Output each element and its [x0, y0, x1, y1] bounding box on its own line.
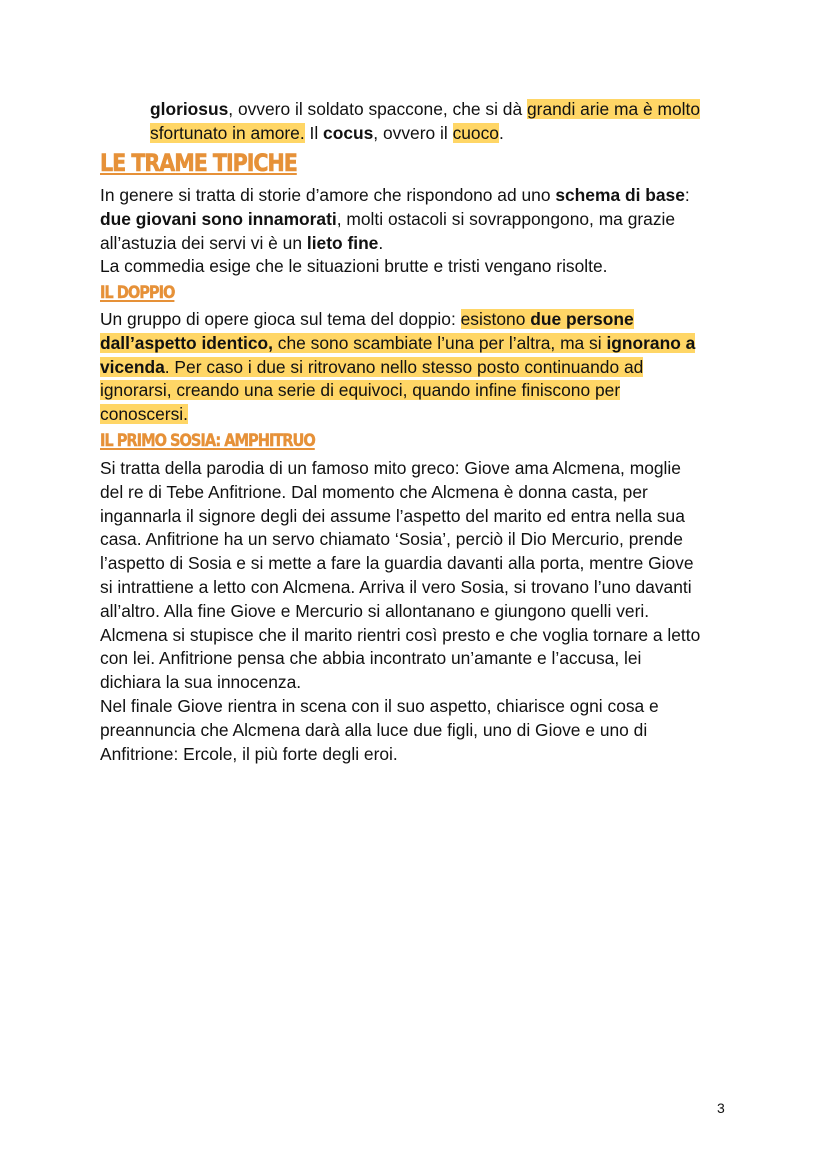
bold-run: lieto fine [306, 232, 379, 253]
text-run: , ovvero il [373, 122, 453, 143]
sosia-line: l’aspetto di Sosia e si mette a fare la guardia davanti alla porta, mentre Giove [100, 553, 694, 574]
doppio-line-2 [100, 332, 740, 356]
sosia-line: Si tratta della parodia di un famoso mito greco: Giove ama Alcmena, moglie [100, 458, 681, 478]
sosia-line: dichiara la sua innocenza. [100, 672, 302, 693]
bold-run: due persone [530, 309, 634, 329]
page-number: 3 [717, 1100, 725, 1116]
doppio-line-3 [100, 356, 740, 380]
text-run: Il [304, 122, 324, 143]
sosia-line: Anfitrione: Ercole, il più forte degli eroi. [100, 743, 398, 764]
sosia-line: Nel finale Giove rientra in scena con il suo aspetto, chiarisce ogni cosa e [100, 695, 659, 716]
intro-paragraph [150, 98, 740, 146]
sosia-line: si intrattiene a letto con Alcmena. Arriva il vero Sosia, si trovano l’uno davanti [100, 576, 692, 597]
bold-run: vicenda [100, 356, 165, 377]
text-run: , ovvero il soldato spaccone, che si dà [228, 99, 527, 119]
heading-sosia: IL PRIMO SOSIA: AMPHITRUO [100, 431, 315, 451]
text-run: che sono scambiate l’una per l’altra, ma si [272, 332, 607, 353]
trame-paragraph [100, 184, 740, 279]
trame-line-3 [100, 232, 740, 256]
highlight-run: sfortunato in amore. [150, 122, 305, 143]
text-run: . [498, 122, 504, 143]
highlight-run: cuoco [452, 122, 499, 143]
text-run: Un gruppo di opere gioca sul tema del doppio: [100, 309, 461, 329]
sosia-line: all’altro. Alla fine Giove e Mercurio si allontanano e giungono quelli veri. [100, 600, 650, 621]
doppio-line-5 [100, 403, 740, 427]
bold-run: due giovani sono innamorati [100, 208, 337, 229]
doppio-line-4 [100, 379, 740, 403]
highlight-run [100, 333, 695, 353]
text-run: . Per caso i due si ritrovano nello stesso posto continuando ad [164, 356, 644, 377]
term-gloriosus: gloriosus [150, 99, 229, 119]
highlight-run: ignorarsi, creando una serie di equivoci, quando infine finiscono per [100, 380, 621, 401]
trame-line-1 [100, 184, 740, 208]
highlight-run: conoscersi. [100, 404, 188, 425]
bold-run: ignorano a [606, 332, 696, 353]
sosia-line: Alcmena si stupisce che il marito rientri così presto e che voglia tornare a letto [100, 624, 701, 645]
bold-run: schema di base [555, 185, 685, 205]
intro-line-2 [150, 122, 740, 146]
highlight-run: grandi arie ma è molto [527, 99, 701, 119]
text-run: , molti ostacoli si sovrappongono, ma grazie [336, 208, 676, 229]
section-sosia [100, 430, 740, 452]
section-doppio [100, 282, 740, 304]
text-run: all’astuzia dei servi vi è un [100, 232, 307, 253]
trame-line-4: La commedia esige che le situazioni brutte e tristi vengano risolte. [100, 256, 608, 277]
highlight-run [100, 357, 643, 377]
sosia-line: preannuncia che Alcmena darà alla luce due figli, uno di Giove e uno di [100, 719, 648, 740]
section-trame [100, 149, 740, 177]
heading-trame: LE TRAME TIPICHE [100, 149, 297, 177]
text-run: . [378, 232, 384, 253]
intro-line-1 [150, 98, 740, 122]
sosia-line: casa. Anfitrione ha un servo chiamato ‘Sosia’, perciò il Dio Mercurio, prende [100, 529, 683, 550]
sosia-paragraph [100, 457, 740, 766]
sosia-line: ingannarla il signore degli dei assume l’aspetto del marito ed entra nella sua [100, 505, 685, 526]
sosia-line: del re di Tebe Anfitrione. Dal momento che Alcmena è donna casta, per [100, 481, 648, 502]
sosia-line: con lei. Anfitrione pensa che abbia incontrato un’amante e l’accusa, lei [100, 648, 642, 669]
text-run: : [684, 185, 690, 205]
trame-line-2 [100, 208, 740, 232]
doppio-paragraph [100, 308, 740, 427]
doppio-line-1 [100, 308, 740, 332]
bold-run: dall’aspetto identico, [100, 332, 273, 353]
highlight-run [461, 309, 634, 329]
heading-doppio: IL DOPPIO [100, 283, 175, 303]
term-cocus: cocus [323, 122, 374, 143]
text-run: In genere si tratta di storie d’amore che rispondono ad uno [100, 185, 556, 205]
text-run: esistono [460, 309, 531, 329]
